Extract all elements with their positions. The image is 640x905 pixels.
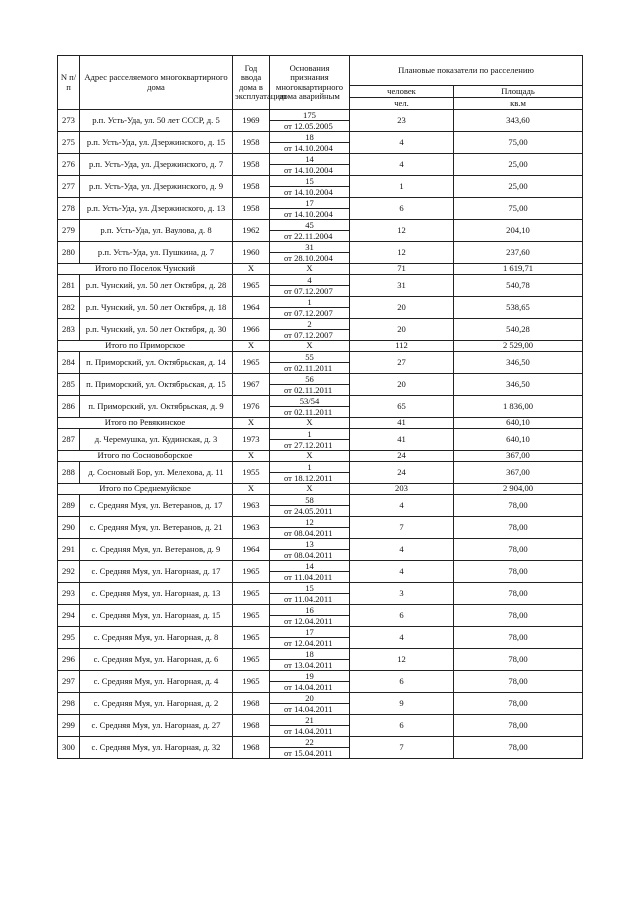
table-row [58, 220, 583, 242]
basis-date: от 08.04.2011 [284, 528, 333, 538]
row-year: 1962 [233, 220, 270, 242]
total-basis: Х [270, 484, 350, 495]
basis-number: 17 [270, 627, 349, 638]
row-people: 4 [350, 561, 454, 583]
total-people: 203 [350, 484, 454, 495]
row-number: 286 [58, 396, 80, 418]
row-year: 1969 [233, 110, 270, 132]
row-area: 75,00 [454, 132, 583, 154]
total-basis: Х [270, 264, 350, 275]
table-row [58, 671, 583, 693]
basis-number: 55 [270, 352, 349, 363]
basis-date: от 02.11.2011 [284, 385, 333, 395]
row-address: р.п. Усть-Уда, ул. Дзержинского, д. 15 [80, 132, 233, 154]
row-area: 78,00 [454, 495, 583, 517]
basis-number: 13 [270, 539, 349, 550]
basis-number: 16 [270, 605, 349, 616]
basis-number: 17 [270, 198, 349, 209]
row-people: 41 [350, 429, 454, 451]
row-number: 283 [58, 319, 80, 341]
basis-date: от 22.11.2004 [284, 231, 333, 241]
resettlement-table [57, 55, 583, 759]
row-people: 9 [350, 693, 454, 715]
row-people: 3 [350, 583, 454, 605]
row-year: 1965 [233, 649, 270, 671]
row-address: р.п. Усть-Уда, ул. Дзержинского, д. 13 [80, 198, 233, 220]
basis-number: 12 [270, 517, 349, 528]
row-basis [270, 517, 350, 539]
basis-date: от 12.04.2011 [284, 638, 333, 648]
row-area: 237,60 [454, 242, 583, 264]
row-number: 284 [58, 352, 80, 374]
table-row [58, 374, 583, 396]
row-area: 75,00 [454, 198, 583, 220]
row-people: 4 [350, 539, 454, 561]
row-address: с. Средняя Муя, ул. Нагорная, д. 6 [80, 649, 233, 671]
row-year: 1967 [233, 374, 270, 396]
row-basis [270, 154, 350, 176]
row-people: 7 [350, 737, 454, 759]
table-row [58, 462, 583, 484]
total-people: 112 [350, 341, 454, 352]
header-people-unit: чел. [350, 98, 454, 110]
row-year: 1976 [233, 396, 270, 418]
row-people: 4 [350, 132, 454, 154]
row-address: р.п. Усть-Уда, ул. Пушкина, д. 7 [80, 242, 233, 264]
table-body [58, 110, 583, 759]
row-people: 23 [350, 110, 454, 132]
total-year: Х [233, 418, 270, 429]
row-people: 24 [350, 462, 454, 484]
row-area: 1 836,00 [454, 396, 583, 418]
total-basis: Х [270, 341, 350, 352]
row-basis [270, 737, 350, 759]
basis-date: от 07.12.2007 [284, 286, 333, 296]
row-basis [270, 462, 350, 484]
header-address: Адрес расселяемого многоквартирного дома [80, 56, 233, 110]
table-row [58, 561, 583, 583]
row-number: 290 [58, 517, 80, 539]
row-year: 1965 [233, 275, 270, 297]
total-people: 24 [350, 451, 454, 462]
row-basis [270, 495, 350, 517]
total-label: Итого по Поселок Чунский [58, 264, 233, 275]
basis-date: от 02.11.2011 [284, 407, 333, 417]
basis-date: от 27.12.2011 [284, 440, 333, 450]
total-people: 41 [350, 418, 454, 429]
table-row [58, 297, 583, 319]
row-year: 1973 [233, 429, 270, 451]
row-address: с. Средняя Муя, ул. Ветеранов, д. 17 [80, 495, 233, 517]
row-area: 367,00 [454, 462, 583, 484]
total-area: 1 619,71 [454, 264, 583, 275]
row-area: 78,00 [454, 737, 583, 759]
total-label: Итого по Ревякинское [58, 418, 233, 429]
total-area: 640,10 [454, 418, 583, 429]
row-basis [270, 198, 350, 220]
row-number: 273 [58, 110, 80, 132]
header-plan: Плановые показатели по расселению [350, 56, 583, 86]
row-number: 293 [58, 583, 80, 605]
basis-date: от 13.04.2011 [284, 660, 333, 670]
row-address: с. Средняя Муя, ул. Нагорная, д. 32 [80, 737, 233, 759]
row-number: 278 [58, 198, 80, 220]
row-people: 6 [350, 715, 454, 737]
basis-date: от 11.04.2011 [284, 572, 333, 582]
basis-date: от 14.04.2011 [284, 682, 333, 692]
row-basis [270, 627, 350, 649]
row-area: 640,10 [454, 429, 583, 451]
total-row [58, 484, 583, 495]
row-address: р.п. Усть-Уда, ул. Ваулова, д. 8 [80, 220, 233, 242]
row-address: с. Средняя Муя, ул. Ветеранов, д. 9 [80, 539, 233, 561]
basis-number: 19 [270, 671, 349, 682]
table-row [58, 649, 583, 671]
header-year: Год ввода дома в эксплуатацию [233, 56, 270, 110]
total-row [58, 451, 583, 462]
row-address: р.п. Усть-Уда, ул. 50 лет СССР, д. 5 [80, 110, 233, 132]
basis-date: от 11.04.2011 [284, 594, 333, 604]
table-row [58, 517, 583, 539]
row-area: 78,00 [454, 693, 583, 715]
row-year: 1958 [233, 132, 270, 154]
row-year: 1968 [233, 715, 270, 737]
table-row [58, 132, 583, 154]
total-area: 367,00 [454, 451, 583, 462]
row-year: 1965 [233, 627, 270, 649]
row-area: 78,00 [454, 715, 583, 737]
row-year: 1965 [233, 583, 270, 605]
row-number: 276 [58, 154, 80, 176]
row-address: с. Средняя Муя, ул. Нагорная, д. 13 [80, 583, 233, 605]
row-address: с. Средняя Муя, ул. Нагорная, д. 4 [80, 671, 233, 693]
row-year: 1968 [233, 693, 270, 715]
basis-number: 58 [270, 495, 349, 506]
row-basis [270, 110, 350, 132]
total-row [58, 341, 583, 352]
row-area: 78,00 [454, 583, 583, 605]
basis-date: от 14.04.2011 [284, 726, 333, 736]
row-number: 299 [58, 715, 80, 737]
row-area: 540,28 [454, 319, 583, 341]
basis-number: 56 [270, 374, 349, 385]
row-area: 78,00 [454, 627, 583, 649]
basis-date: от 12.04.2011 [284, 616, 333, 626]
row-basis [270, 242, 350, 264]
row-number: 282 [58, 297, 80, 319]
basis-date: от 14.10.2004 [284, 165, 333, 175]
basis-number: 45 [270, 220, 349, 231]
row-people: 20 [350, 297, 454, 319]
row-address: п. Приморский, ул. Октябрьская, д. 14 [80, 352, 233, 374]
total-year: Х [233, 451, 270, 462]
table-row [58, 539, 583, 561]
row-area: 25,00 [454, 154, 583, 176]
basis-date: от 14.10.2004 [284, 209, 333, 219]
basis-number: 31 [270, 242, 349, 253]
row-basis [270, 671, 350, 693]
row-year: 1958 [233, 154, 270, 176]
basis-date: от 08.04.2011 [284, 550, 333, 560]
total-basis: Х [270, 418, 350, 429]
table-row [58, 198, 583, 220]
row-people: 7 [350, 517, 454, 539]
total-people: 71 [350, 264, 454, 275]
basis-number: 18 [270, 649, 349, 660]
row-year: 1963 [233, 495, 270, 517]
table-row [58, 242, 583, 264]
row-people: 12 [350, 220, 454, 242]
row-number: 279 [58, 220, 80, 242]
row-people: 20 [350, 319, 454, 341]
row-number: 295 [58, 627, 80, 649]
row-area: 78,00 [454, 649, 583, 671]
total-area: 2 529,00 [454, 341, 583, 352]
total-basis: Х [270, 451, 350, 462]
row-area: 346,50 [454, 352, 583, 374]
row-address: р.п. Чунский, ул. 50 лет Октября, д. 18 [80, 297, 233, 319]
basis-number: 2 [270, 319, 349, 330]
row-basis [270, 396, 350, 418]
row-address: с. Средняя Муя, ул. Ветеранов, д. 21 [80, 517, 233, 539]
header-area: Площадь [454, 86, 583, 98]
row-people: 1 [350, 176, 454, 198]
row-basis [270, 374, 350, 396]
total-label: Итого по Среднемуйское [58, 484, 233, 495]
row-people: 6 [350, 671, 454, 693]
row-year: 1965 [233, 671, 270, 693]
header-basis: Основания признания многоквартирного дома аварийным [270, 56, 350, 110]
row-area: 78,00 [454, 561, 583, 583]
row-number: 275 [58, 132, 80, 154]
total-row [58, 264, 583, 275]
row-address: п. Приморский, ул. Октябрьская, д. 15 [80, 374, 233, 396]
row-number: 298 [58, 693, 80, 715]
basis-number: 15 [270, 583, 349, 594]
basis-number: 1 [270, 429, 349, 440]
row-number: 287 [58, 429, 80, 451]
table-row [58, 715, 583, 737]
row-basis [270, 352, 350, 374]
total-label: Итого по Сосновоборское [58, 451, 233, 462]
row-area: 78,00 [454, 539, 583, 561]
row-address: р.п. Усть-Уда, ул. Дзержинского, д. 9 [80, 176, 233, 198]
row-year: 1964 [233, 297, 270, 319]
row-area: 204,10 [454, 220, 583, 242]
row-year: 1965 [233, 605, 270, 627]
basis-date: от 07.12.2007 [284, 308, 333, 318]
basis-date: от 24.05.2011 [284, 506, 333, 516]
basis-date: от 02.11.2011 [284, 363, 333, 373]
row-year: 1960 [233, 242, 270, 264]
basis-date: от 12.05.2005 [284, 121, 333, 131]
row-number: 300 [58, 737, 80, 759]
table-row [58, 396, 583, 418]
table-row [58, 737, 583, 759]
row-year: 1965 [233, 352, 270, 374]
row-area: 78,00 [454, 671, 583, 693]
row-address: с. Средняя Муя, ул. Нагорная, д. 8 [80, 627, 233, 649]
basis-number: 1 [270, 297, 349, 308]
basis-number: 14 [270, 561, 349, 572]
row-number: 289 [58, 495, 80, 517]
row-area: 540,78 [454, 275, 583, 297]
row-address: с. Средняя Муя, ул. Нагорная, д. 27 [80, 715, 233, 737]
row-address: д. Сосновый Бор, ул. Мелехова, д. 11 [80, 462, 233, 484]
row-number: 281 [58, 275, 80, 297]
row-year: 1965 [233, 561, 270, 583]
basis-date: от 28.10.2004 [284, 253, 333, 263]
row-number: 285 [58, 374, 80, 396]
row-address: д. Черемушка, ул. Кудинская, д. 3 [80, 429, 233, 451]
header-num: N п/п [58, 56, 80, 110]
table-row [58, 495, 583, 517]
row-area: 78,00 [454, 605, 583, 627]
row-number: 297 [58, 671, 80, 693]
table-row [58, 429, 583, 451]
row-people: 4 [350, 154, 454, 176]
basis-number: 1 [270, 462, 349, 473]
row-basis [270, 132, 350, 154]
basis-number: 53/54 [270, 396, 349, 407]
row-people: 4 [350, 495, 454, 517]
header-people: человек [350, 86, 454, 98]
row-number: 294 [58, 605, 80, 627]
basis-date: от 18.12.2011 [284, 473, 333, 483]
row-address: р.п. Чунский, ул. 50 лет Октября, д. 28 [80, 275, 233, 297]
row-basis [270, 693, 350, 715]
row-basis [270, 539, 350, 561]
row-basis [270, 649, 350, 671]
table-row [58, 154, 583, 176]
row-number: 280 [58, 242, 80, 264]
row-basis [270, 583, 350, 605]
row-people: 12 [350, 242, 454, 264]
row-basis [270, 715, 350, 737]
table-row [58, 627, 583, 649]
row-address: р.п. Усть-Уда, ул. Дзержинского, д. 7 [80, 154, 233, 176]
table-row [58, 583, 583, 605]
row-year: 1958 [233, 176, 270, 198]
total-row [58, 418, 583, 429]
total-year: Х [233, 341, 270, 352]
row-basis [270, 319, 350, 341]
total-area: 2 904,00 [454, 484, 583, 495]
row-number: 291 [58, 539, 80, 561]
table-row [58, 110, 583, 132]
row-address: р.п. Чунский, ул. 50 лет Октября, д. 30 [80, 319, 233, 341]
row-address: с. Средняя Муя, ул. Нагорная, д. 2 [80, 693, 233, 715]
row-number: 288 [58, 462, 80, 484]
row-people: 31 [350, 275, 454, 297]
row-area: 78,00 [454, 517, 583, 539]
table-row [58, 275, 583, 297]
row-number: 296 [58, 649, 80, 671]
basis-date: от 07.12.2007 [284, 330, 333, 340]
row-people: 4 [350, 627, 454, 649]
basis-number: 15 [270, 176, 349, 187]
total-label: Итого по Приморское [58, 341, 233, 352]
row-year: 1968 [233, 737, 270, 759]
row-people: 6 [350, 605, 454, 627]
basis-date: от 14.10.2004 [284, 143, 333, 153]
basis-number: 21 [270, 715, 349, 726]
row-year: 1964 [233, 539, 270, 561]
row-address: с. Средняя Муя, ул. Нагорная, д. 15 [80, 605, 233, 627]
row-year: 1966 [233, 319, 270, 341]
total-year: Х [233, 484, 270, 495]
row-basis [270, 605, 350, 627]
row-number: 292 [58, 561, 80, 583]
row-address: с. Средняя Муя, ул. Нагорная, д. 17 [80, 561, 233, 583]
row-basis [270, 220, 350, 242]
basis-number: 175 [270, 110, 349, 121]
basis-date: от 14.04.2011 [284, 704, 333, 714]
row-basis [270, 275, 350, 297]
row-year: 1955 [233, 462, 270, 484]
table-row [58, 605, 583, 627]
row-area: 25,00 [454, 176, 583, 198]
basis-number: 20 [270, 693, 349, 704]
basis-date: от 14.10.2004 [284, 187, 333, 197]
row-area: 538,65 [454, 297, 583, 319]
basis-number: 4 [270, 275, 349, 286]
table-row [58, 352, 583, 374]
row-area: 343,60 [454, 110, 583, 132]
basis-number: 18 [270, 132, 349, 143]
row-basis [270, 297, 350, 319]
row-number: 277 [58, 176, 80, 198]
table-row [58, 693, 583, 715]
header-area-unit: кв.м [454, 98, 583, 110]
row-basis [270, 176, 350, 198]
row-address: п. Приморский, ул. Октябрьская, д. 9 [80, 396, 233, 418]
table-row [58, 319, 583, 341]
row-people: 6 [350, 198, 454, 220]
row-year: 1958 [233, 198, 270, 220]
basis-date: от 15.04.2011 [284, 748, 333, 758]
row-people: 12 [350, 649, 454, 671]
row-basis [270, 429, 350, 451]
total-year: Х [233, 264, 270, 275]
table-row [58, 176, 583, 198]
row-area: 346,50 [454, 374, 583, 396]
row-people: 20 [350, 374, 454, 396]
row-people: 65 [350, 396, 454, 418]
basis-number: 22 [270, 737, 349, 748]
row-basis [270, 561, 350, 583]
row-people: 27 [350, 352, 454, 374]
basis-number: 14 [270, 154, 349, 165]
row-year: 1963 [233, 517, 270, 539]
